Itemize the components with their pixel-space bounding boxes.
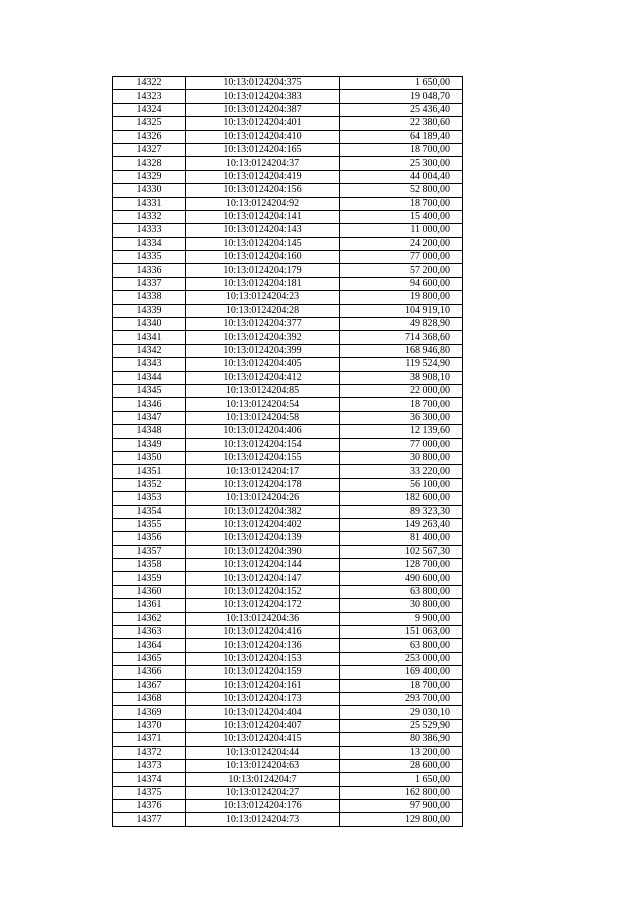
amount-cell: 18 700,00 [340,197,463,210]
cadastral-number-cell: 10:13:0124204:416 [186,626,340,639]
table-row [113,358,463,371]
table-row [113,759,463,772]
table-row [113,626,463,639]
row-number-cell: 14359 [113,572,186,585]
cadastral-number-cell: 10:13:0124204:54 [186,398,340,411]
cadastral-number-cell: 10:13:0124204:36 [186,612,340,625]
amount-cell: 97 900,00 [340,800,463,813]
cadastral-number-cell: 10:13:0124204:179 [186,264,340,277]
row-number-cell: 14361 [113,599,186,612]
row-number-cell: 14363 [113,626,186,639]
row-number-cell: 14347 [113,411,186,424]
cadastral-number-cell: 10:13:0124204:26 [186,492,340,505]
amount-cell: 1 650,00 [340,77,463,90]
cadastral-number-cell: 10:13:0124204:27 [186,786,340,799]
amount-cell: 30 800,00 [340,599,463,612]
amount-cell: 490 600,00 [340,572,463,585]
amount-cell: 15 400,00 [340,210,463,223]
table-row [113,813,463,826]
data-table [112,76,463,827]
cadastral-number-cell: 10:13:0124204:377 [186,318,340,331]
table-row [113,652,463,665]
amount-cell: 80 386,90 [340,733,463,746]
amount-cell: 169 400,00 [340,666,463,679]
cadastral-number-cell: 10:13:0124204:73 [186,813,340,826]
row-number-cell: 14326 [113,130,186,143]
cadastral-number-cell: 10:13:0124204:63 [186,759,340,772]
cadastral-number-cell: 10:13:0124204:156 [186,184,340,197]
cadastral-number-cell: 10:13:0124204:181 [186,277,340,290]
amount-cell: 64 189,40 [340,130,463,143]
table-row [113,572,463,585]
amount-cell: 253 000,00 [340,652,463,665]
cadastral-number-cell: 10:13:0124204:44 [186,746,340,759]
row-number-cell: 14329 [113,170,186,183]
amount-cell: 18 700,00 [340,143,463,156]
cadastral-number-cell: 10:13:0124204:154 [186,438,340,451]
cadastral-number-cell: 10:13:0124204:387 [186,103,340,116]
cadastral-number-cell: 10:13:0124204:419 [186,170,340,183]
amount-cell: 119 524,90 [340,358,463,371]
row-number-cell: 14354 [113,505,186,518]
row-number-cell: 14341 [113,331,186,344]
amount-cell: 128 700,00 [340,559,463,572]
amount-cell: 19 800,00 [340,291,463,304]
row-number-cell: 14373 [113,759,186,772]
cadastral-number-cell: 10:13:0124204:143 [186,224,340,237]
amount-cell: 77 000,00 [340,251,463,264]
row-number-cell: 14371 [113,733,186,746]
row-number-cell: 14356 [113,532,186,545]
cadastral-number-cell: 10:13:0124204:382 [186,505,340,518]
row-number-cell: 14338 [113,291,186,304]
amount-cell: 81 400,00 [340,532,463,545]
row-number-cell: 14332 [113,210,186,223]
table-row [113,371,463,384]
cadastral-number-cell: 10:13:0124204:147 [186,572,340,585]
amount-cell: 56 100,00 [340,478,463,491]
table-row [113,800,463,813]
row-number-cell: 14368 [113,692,186,705]
table-row [113,277,463,290]
amount-cell: 36 300,00 [340,411,463,424]
cadastral-number-cell: 10:13:0124204:23 [186,291,340,304]
cadastral-number-cell: 10:13:0124204:399 [186,344,340,357]
table-row [113,264,463,277]
cadastral-number-cell: 10:13:0124204:390 [186,545,340,558]
amount-cell: 25 300,00 [340,157,463,170]
table-row [113,465,463,478]
table-row [113,719,463,732]
table-row [113,666,463,679]
table-row [113,210,463,223]
table-row [113,585,463,598]
table-row [113,612,463,625]
row-number-cell: 14324 [113,103,186,116]
row-number-cell: 14362 [113,612,186,625]
table-row [113,90,463,103]
table-row [113,411,463,424]
row-number-cell: 14352 [113,478,186,491]
table-row [113,384,463,397]
amount-cell: 25 529,90 [340,719,463,732]
cadastral-number-cell: 10:13:0124204:141 [186,210,340,223]
table-row [113,545,463,558]
table-row [113,773,463,786]
row-number-cell: 14322 [113,77,186,90]
row-number-cell: 14377 [113,813,186,826]
cadastral-number-cell: 10:13:0124204:401 [186,117,340,130]
amount-cell: 22 380,60 [340,117,463,130]
row-number-cell: 14351 [113,465,186,478]
row-number-cell: 14342 [113,344,186,357]
row-number-cell: 14369 [113,706,186,719]
cadastral-number-cell: 10:13:0124204:383 [186,90,340,103]
cadastral-number-cell: 10:13:0124204:136 [186,639,340,652]
amount-cell: 22 000,00 [340,384,463,397]
cadastral-number-cell: 10:13:0124204:17 [186,465,340,478]
table-row [113,746,463,759]
amount-cell: 18 700,00 [340,679,463,692]
cadastral-number-cell: 10:13:0124204:144 [186,559,340,572]
row-number-cell: 14364 [113,639,186,652]
row-number-cell: 14323 [113,90,186,103]
table-row [113,505,463,518]
table-row [113,103,463,116]
amount-cell: 77 000,00 [340,438,463,451]
table-row [113,786,463,799]
row-number-cell: 14346 [113,398,186,411]
row-number-cell: 14327 [113,143,186,156]
amount-cell: 151 063,00 [340,626,463,639]
row-number-cell: 14367 [113,679,186,692]
table-row [113,451,463,464]
amount-cell: 25 436,40 [340,103,463,116]
row-number-cell: 14343 [113,358,186,371]
table-row [113,291,463,304]
table-row [113,224,463,237]
row-number-cell: 14376 [113,800,186,813]
cadastral-number-cell: 10:13:0124204:161 [186,679,340,692]
row-number-cell: 14350 [113,451,186,464]
row-number-cell: 14353 [113,492,186,505]
amount-cell: 24 200,00 [340,237,463,250]
amount-cell: 104 919,10 [340,304,463,317]
row-number-cell: 14339 [113,304,186,317]
amount-cell: 11 000,00 [340,224,463,237]
amount-cell: 149 263,40 [340,518,463,531]
cadastral-number-cell: 10:13:0124204:58 [186,411,340,424]
table-row [113,184,463,197]
table-row [113,492,463,505]
cadastral-number-cell: 10:13:0124204:404 [186,706,340,719]
table-row [113,532,463,545]
amount-cell: 89 323,30 [340,505,463,518]
table-row [113,679,463,692]
amount-cell: 168 946,80 [340,344,463,357]
cadastral-number-cell: 10:13:0124204:178 [186,478,340,491]
cadastral-number-cell: 10:13:0124204:37 [186,157,340,170]
row-number-cell: 14365 [113,652,186,665]
table-row [113,157,463,170]
table-row [113,331,463,344]
amount-cell: 29 030,10 [340,706,463,719]
row-number-cell: 14375 [113,786,186,799]
amount-cell: 33 220,00 [340,465,463,478]
table-row [113,599,463,612]
row-number-cell: 14335 [113,251,186,264]
row-number-cell: 14374 [113,773,186,786]
amount-cell: 28 600,00 [340,759,463,772]
cadastral-number-cell: 10:13:0124204:406 [186,425,340,438]
amount-cell: 129 800,00 [340,813,463,826]
row-number-cell: 14366 [113,666,186,679]
amount-cell: 9 900,00 [340,612,463,625]
amount-cell: 44 004,40 [340,170,463,183]
row-number-cell: 14372 [113,746,186,759]
cadastral-number-cell: 10:13:0124204:28 [186,304,340,317]
cadastral-number-cell: 10:13:0124204:155 [186,451,340,464]
amount-cell: 12 139,60 [340,425,463,438]
amount-cell: 63 800,00 [340,585,463,598]
row-number-cell: 14334 [113,237,186,250]
cadastral-number-cell: 10:13:0124204:405 [186,358,340,371]
cadastral-number-cell: 10:13:0124204:152 [186,585,340,598]
row-number-cell: 14330 [113,184,186,197]
cadastral-number-cell: 10:13:0124204:172 [186,599,340,612]
cadastral-number-cell: 10:13:0124204:412 [186,371,340,384]
table-row [113,77,463,90]
table-row [113,478,463,491]
cadastral-number-cell: 10:13:0124204:407 [186,719,340,732]
table-body [113,77,463,827]
amount-cell: 19 048,70 [340,90,463,103]
table-row [113,130,463,143]
table-row [113,197,463,210]
table-row [113,398,463,411]
row-number-cell: 14333 [113,224,186,237]
cadastral-number-cell: 10:13:0124204:139 [186,532,340,545]
cadastral-number-cell: 10:13:0124204:410 [186,130,340,143]
table-row [113,559,463,572]
row-number-cell: 14370 [113,719,186,732]
table-row [113,117,463,130]
row-number-cell: 14328 [113,157,186,170]
cadastral-number-cell: 10:13:0124204:402 [186,518,340,531]
cadastral-number-cell: 10:13:0124204:415 [186,733,340,746]
table-row [113,237,463,250]
cadastral-number-cell: 10:13:0124204:85 [186,384,340,397]
table-row [113,425,463,438]
amount-cell: 30 800,00 [340,451,463,464]
table-row [113,318,463,331]
cadastral-number-cell: 10:13:0124204:7 [186,773,340,786]
row-number-cell: 14349 [113,438,186,451]
cadastral-number-cell: 10:13:0124204:145 [186,237,340,250]
row-number-cell: 14331 [113,197,186,210]
table-row [113,518,463,531]
amount-cell: 38 908,10 [340,371,463,384]
cadastral-number-cell: 10:13:0124204:159 [186,666,340,679]
amount-cell: 94 600,00 [340,277,463,290]
table-row [113,733,463,746]
row-number-cell: 14336 [113,264,186,277]
row-number-cell: 14340 [113,318,186,331]
amount-cell: 1 650,00 [340,773,463,786]
amount-cell: 102 567,30 [340,545,463,558]
row-number-cell: 14348 [113,425,186,438]
amount-cell: 293 700,00 [340,692,463,705]
row-number-cell: 14325 [113,117,186,130]
table-row [113,706,463,719]
table-row [113,304,463,317]
cadastral-number-cell: 10:13:0124204:375 [186,77,340,90]
row-number-cell: 14355 [113,518,186,531]
cadastral-number-cell: 10:13:0124204:92 [186,197,340,210]
amount-cell: 52 800,00 [340,184,463,197]
cadastral-number-cell: 10:13:0124204:165 [186,143,340,156]
cadastral-number-cell: 10:13:0124204:173 [186,692,340,705]
row-number-cell: 14344 [113,371,186,384]
cadastral-number-cell: 10:13:0124204:153 [186,652,340,665]
table-row [113,143,463,156]
table-row [113,344,463,357]
cadastral-number-cell: 10:13:0124204:392 [186,331,340,344]
amount-cell: 63 800,00 [340,639,463,652]
row-number-cell: 14358 [113,559,186,572]
row-number-cell: 14360 [113,585,186,598]
amount-cell: 18 700,00 [340,398,463,411]
cadastral-number-cell: 10:13:0124204:176 [186,800,340,813]
row-number-cell: 14357 [113,545,186,558]
table-row [113,251,463,264]
row-number-cell: 14345 [113,384,186,397]
amount-cell: 57 200,00 [340,264,463,277]
table-row [113,438,463,451]
amount-cell: 49 828,90 [340,318,463,331]
table-row [113,639,463,652]
amount-cell: 182 600,00 [340,492,463,505]
amount-cell: 714 368,60 [340,331,463,344]
table-row [113,170,463,183]
table-row [113,692,463,705]
amount-cell: 162 800,00 [340,786,463,799]
cadastral-number-cell: 10:13:0124204:160 [186,251,340,264]
amount-cell: 13 200,00 [340,746,463,759]
row-number-cell: 14337 [113,277,186,290]
